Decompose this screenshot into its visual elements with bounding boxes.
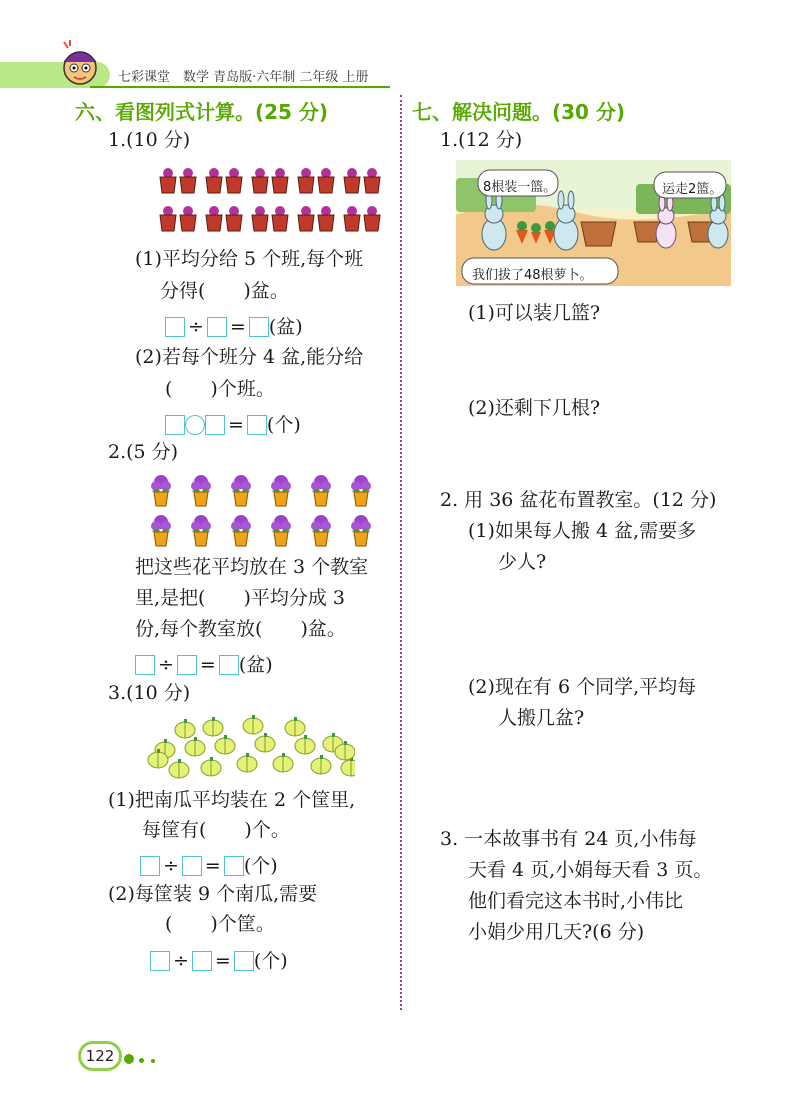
rq2-p1-line1: (1)如果每人搬 4 盆,需要多 [468, 520, 697, 542]
flower-pot-icon [364, 168, 380, 193]
rq2-line1: 2. 用 36 盆花布置教室。(12 分) [440, 489, 717, 511]
flower-pot-icon [318, 168, 334, 193]
div-sign: ÷ [173, 950, 189, 972]
flower-pot-icon [160, 168, 176, 193]
bubble-text-2: 运走2篮。 [662, 182, 723, 197]
pumpkin-icon [237, 753, 257, 772]
pumpkin-icon [185, 737, 205, 756]
answer-box[interactable] [224, 856, 244, 876]
unit-label: (个) [253, 950, 288, 972]
div-sign: ÷ [188, 316, 204, 338]
flower-icon [191, 475, 211, 506]
q3-p1-line2: 每筐有( )个。 [142, 819, 290, 841]
unit-label: (个) [243, 855, 278, 877]
answer-box[interactable] [247, 415, 267, 435]
q3-p2-line1: (2)每筐装 9 个南瓜,需要 [108, 883, 318, 905]
answer-box[interactable] [165, 317, 185, 337]
bubble-text-3: 我们拔了48根萝卜。 [472, 268, 593, 283]
footer-dot-large [124, 1054, 134, 1064]
flower-pot-icon [226, 206, 242, 231]
flower-pot-icon [206, 168, 222, 193]
q1-label: 1.(10 分) [108, 129, 191, 151]
q2-label: 2.(5 分) [108, 441, 179, 463]
flower-icon [351, 475, 371, 506]
rq2-p1-line2: 少人? [498, 551, 547, 573]
equals-sign: = [228, 414, 244, 436]
q1-p1-line1: (1)平均分给 5 个班,每个班 [135, 248, 364, 270]
mascot-icon [56, 40, 104, 90]
answer-box[interactable] [205, 415, 225, 435]
flower-icon [271, 515, 291, 546]
equals-sign: = [204, 855, 221, 877]
section-title-7: 七、解决问题。(30 分) [412, 100, 626, 124]
q3-p1-line1: (1)把南瓜平均装在 2 个筐里, [108, 789, 356, 811]
footer-dot-tiny [151, 1059, 155, 1063]
answer-box[interactable] [150, 951, 170, 971]
pumpkin-icon [243, 715, 263, 734]
q3-label: 3.(10 分) [108, 682, 191, 704]
unit-label: (盆) [238, 654, 273, 676]
answer-box[interactable] [177, 655, 197, 675]
q1-p2-line1: (2)若每个班分 4 盆,能分给 [135, 346, 364, 368]
equals-sign: = [214, 950, 231, 972]
flower-pot-icon [252, 206, 268, 231]
pumpkin-icon [255, 733, 275, 752]
flower-icon [311, 515, 331, 546]
pumpkin-icon [175, 719, 195, 738]
page-number: 122 [85, 1047, 115, 1065]
div-sign: ÷ [163, 855, 179, 877]
q3-p1-equation [140, 851, 278, 878]
flower-pot-icon [364, 206, 380, 231]
q3-p2-equation [150, 946, 288, 973]
answer-box[interactable] [219, 655, 239, 675]
flowers-image [145, 472, 385, 550]
flower-icon [271, 475, 291, 506]
pumpkin-icon [169, 759, 189, 778]
flower-pot-icon [180, 206, 196, 231]
flower-pot-icon [318, 206, 334, 231]
rq3-line3: 他们看完这本书时,小伟比 [468, 890, 684, 912]
rq3-line4: 小娟少用几天?(6 分) [468, 921, 645, 943]
flower-pot-icon [272, 206, 288, 231]
rq2-p2-line2: 人搬几盆? [498, 707, 585, 729]
flower-pots-image [158, 163, 388, 233]
equals-sign: = [199, 654, 216, 676]
q2-equation [135, 650, 273, 677]
flower-pot-icon [180, 168, 196, 193]
flower-pot-icon [206, 206, 222, 231]
page-number-badge [78, 1041, 122, 1071]
flower-icon [231, 515, 251, 546]
q1-p2-line2: ( )个班。 [165, 378, 275, 400]
rq3-line2: 天看 4 页,小娟每天看 3 页。 [468, 859, 713, 881]
div-sign: ÷ [158, 654, 174, 676]
header-rule [90, 86, 390, 88]
rq2-p2-line1: (2)现在有 6 个同学,平均每 [468, 676, 697, 698]
flower-pot-icon [298, 168, 314, 193]
pumpkin-icon [201, 757, 221, 776]
flower-icon [231, 475, 251, 506]
flower-icon [151, 515, 171, 546]
answer-box[interactable] [135, 655, 155, 675]
equals-sign: = [229, 316, 246, 338]
rq1-p1: (1)可以装几篮? [468, 302, 601, 324]
answer-box[interactable] [182, 856, 202, 876]
pumpkin-icon [215, 735, 235, 754]
section-title-6: 六、看图列式计算。(25 分) [75, 100, 329, 124]
bubble-text-1: 8根装一篮。 [483, 180, 557, 195]
flower-pot-icon [252, 168, 268, 193]
operator-circle[interactable] [185, 415, 205, 435]
q2-line1: 把这些花平均放在 3 个教室 [135, 556, 369, 578]
column-divider [400, 95, 402, 1010]
pumpkins-image [145, 712, 355, 780]
footer-dot-small [139, 1058, 144, 1063]
answer-box[interactable] [165, 415, 185, 435]
flower-pot-icon [160, 206, 176, 231]
rq1-p2: (2)还剩下几根? [468, 397, 601, 419]
q1-p1-equation [165, 312, 303, 339]
answer-box[interactable] [249, 317, 269, 337]
pumpkin-icon [285, 717, 305, 736]
q2-line3: 份,每个教室放( )盆。 [135, 618, 346, 640]
flower-icon [311, 475, 331, 506]
rq3-line1: 3. 一本故事书有 24 页,小伟每 [440, 828, 697, 850]
answer-box[interactable] [207, 317, 227, 337]
flower-pot-icon [298, 206, 314, 231]
pumpkin-icon [311, 755, 331, 774]
flower-pot-icon [344, 168, 360, 193]
answer-box[interactable] [234, 951, 254, 971]
flower-icon [151, 475, 171, 506]
pumpkin-icon [295, 735, 315, 754]
answer-box[interactable] [192, 951, 212, 971]
q1-p2-equation [165, 410, 301, 437]
flower-icon [351, 515, 371, 546]
pumpkin-icon [273, 753, 293, 772]
unit-label: (盆) [268, 316, 303, 338]
flower-pot-icon [272, 168, 288, 193]
flower-pot-icon [344, 206, 360, 231]
q2-line2: 里,是把( )平均分成 3 [135, 587, 345, 609]
q3-p2-line2: ( )个筐。 [165, 913, 275, 935]
header-text: 七彩课堂 数学 青岛版·六年制 二年级 上册 [118, 70, 369, 85]
flower-icon [191, 515, 211, 546]
flower-pot-icon [226, 168, 242, 193]
answer-box[interactable] [140, 856, 160, 876]
rq1-label: 1.(12 分) [440, 129, 523, 151]
unit-label: (个) [266, 414, 301, 436]
pumpkin-icon [203, 717, 223, 736]
q1-p1-line2: 分得( )盆。 [160, 280, 289, 302]
